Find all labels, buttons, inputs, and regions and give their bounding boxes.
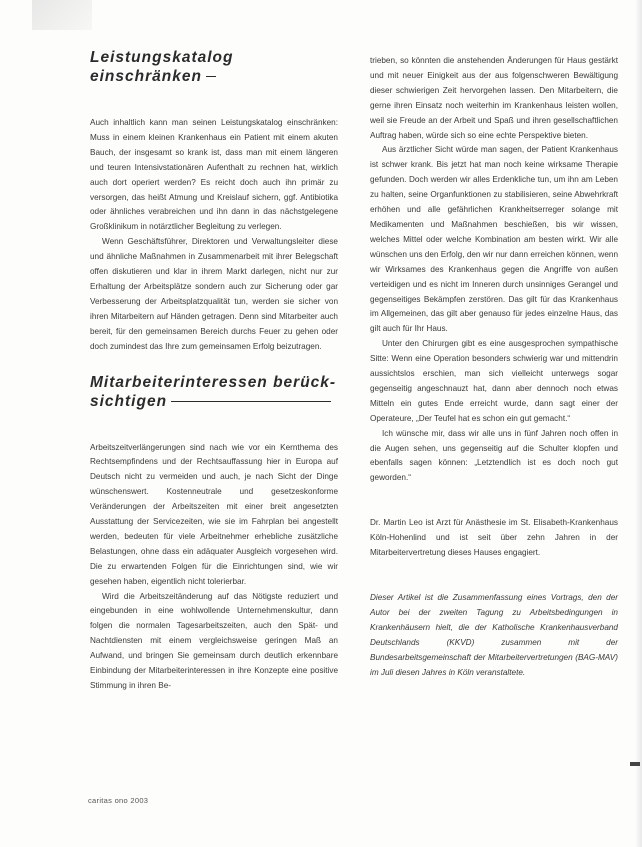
scan-corner-mark <box>32 0 92 30</box>
page-edge-mark <box>630 762 640 766</box>
heading-text-line2: sichtigen <box>90 392 168 410</box>
paragraph: Unter den Chirurgen gibt es eine ausgesprochen sympathische Sitte: Wenn eine Operation besonders schwierig war und mittendrin aussichtslos erschien, man sich vielleicht unterwegs sogar gegenseitig angeschnauzt hat, dann aber dennoch noch etwas Mitteln ein gutes Ende erreicht wurde, dann sagt einer der Operateure, „Der Teufel hat es schon ein gut gemacht.“ <box>370 339 618 423</box>
section-heading-mitarbeiterinteressen <box>90 373 338 411</box>
right-column <box>370 54 618 680</box>
heading-text-line1: Mitarbeiterinteressen berück- <box>90 373 337 391</box>
left-column <box>90 48 338 694</box>
paragraph: Auch inhaltlich kann man seinen Leistungskatalog einschränken: Muss in einem kleinen Krankenhaus ein Patient mit einem akuten Bauch, der insgesamt so krank ist, dass man mit einem längeren und teuren Intensivstationären Aufenthalt zu rechnen hat, wirklich auch dort operiert werden? Es reicht doch auch ihn primär zu versorgen, das heißt Atmung und Kreislauf sichern, ggf. Antibiotika oder ähnliches verabreichen und ihn dann in das nächstgelegene Großklinikum in notärztlicher Begleitung zu verlegen. <box>90 118 338 232</box>
heading-rule <box>206 76 216 77</box>
paragraph: trieben, so könnten die anstehenden Änderungen für Haus gestärkt und mit neuer Einigkeit aus der aus folgenschweren Bewältigung dieser schwierigen Zeit hervorgehen lassen. Den Mitarbeitern, die gerne ihren Einsatz noch weiterhin im Krankenhaus leisten wollen, weil sie Freude an der Arbeit und Spaß und ihren gesellschaftlichen Auftrag haben, würde sich so eine echte Perspektive bieten. <box>370 56 618 140</box>
paragraph: Wenn Geschäftsführer, Direktoren und Verwaltungsleiter diese und ähnliche Maßnahmen in Zusammenarbeit mit ihrer Belegschaft offen diskutieren und klar in ihrem Markt darlegen, nicht nur zur Erhaltung der Arbeitsplätze sondern auch zur Sicherung oder gar Verbesserung der Arbeitsplatzqualität tun, werden sie sicher von ihren Mitarbeitern auf Händen getragen. Denn sind Mitarbeiter auch bereit, für den gemeinsamen Bereich durchs Feuer zu gehen oder doch zumindest das Ihre zum gemeinsamen Erfolg beizutragen. <box>90 237 338 351</box>
paragraph: Aus ärztlicher Sicht würde man sagen, der Patient Krankenhaus ist schwer krank. Bis jetzt hat man noch keine wirksame Therapie gefunden. Doch werden wir alles Erdenkliche tun, um ihn am Leben zu halten, seine Organfunktionen zu stabilisieren, seine Abwehrkraft erhöhen und alle gefährlichen Krankheitserreger solange mit Medikamenten und Maßnahmen beschießen, bis wir wissen, welches Mittel oder welche Kombination am besten wirkt. Wir alle wünschen uns den Erfolg, den wir nur dann erreichen können, wenn wir Wirksames des Krankenhaus gegen die Angriffe von außen verteidigen und es nicht im Inneren durch unsinniges Gerangel und gegenseitiges Bekämpfen zerstören. Das gilt für das Krankenhaus im Allgemeinen, das gilt aber genauso für jedes einzelne Haus, das gilt auch für Ihr Haus. <box>370 145 618 334</box>
paragraph: Wird die Arbeitszeitänderung auf das Nötigste reduziert und eingebunden in eine wohlwollende Unternehmenskultur, dann folgen die normalen Tagesarbeitszeiten, auch den Spät- und Nachtdiensten mit einem vergleichsweise geringen Maß an Aufwand, und bringen Sie gemeinsam durch deutlich erkennbare Einbindung der Mitarbeiterinteressen in ihre Konzepte eine positive Stimmung in ihren Be- <box>90 591 338 690</box>
heading-rule <box>171 401 331 402</box>
page-footer: caritas ono 2003 <box>88 796 149 805</box>
paragraph: Arbeitszeitverlängerungen sind nach wie vor ein Kernthema des Rechtsempfindens und der Rechtsauffassung hier in Europa auf Deutsch nicht zu vermeiden und auch, je nach Sicht der Dinge wünschenswert. Kostenneutrale und gesetzeskonforme Veränderungen der Arbeitszeiten mit einer breit angesetzten Ausstattung der Servicezeiten, wie sie im Fahrplan bei angestellt werden, bedeuten für viele Arbeitnehmer erhebliche zusätzliche Belastungen, ohne dass ein adäquater Ausgleich vorgesehen wird. Die zu erwartenden Folgen für die Einrichtungen sind, wie wir gesehen haben, eigentlich nicht tolerierbar. <box>90 442 338 586</box>
author-bio: Dr. Martin Leo ist Arzt für Anästhesie im St. Elisabeth-Krankenhaus Köln-Hohenlind und ist seit über zehn Jahren in der Mitarbeitervertretung dieses Hauses engagiert. <box>370 518 618 558</box>
scan-edge <box>636 0 642 847</box>
paragraph: Ich wünsche mir, dass wir alle uns in fünf Jahren noch offen in die Augen sehen, uns gegenseitig auf die Schulter klopfen und ebenfalls sagen können: „Letztendlich ist es doch noch gut geworden.“ <box>370 428 618 483</box>
heading-text: Leistungskatalog einschränken <box>90 49 234 85</box>
editorial-note: Dieser Artikel ist die Zusammenfassung eines Vortrags, den der Autor bei der zweiten Tagung zu Arbeitsbedingungen in Krankenhäusern hielt, die der Katholische Krankenhausverband Deutschlands (KKVD) zusammen mit der Bundesarbeitsgemeinschaft der Mitarbeitervertretungen (BAG-MAV) im Juli diesen Jahres in Köln veranstaltete. <box>370 593 618 677</box>
section-heading-leistungskatalog <box>90 48 338 86</box>
